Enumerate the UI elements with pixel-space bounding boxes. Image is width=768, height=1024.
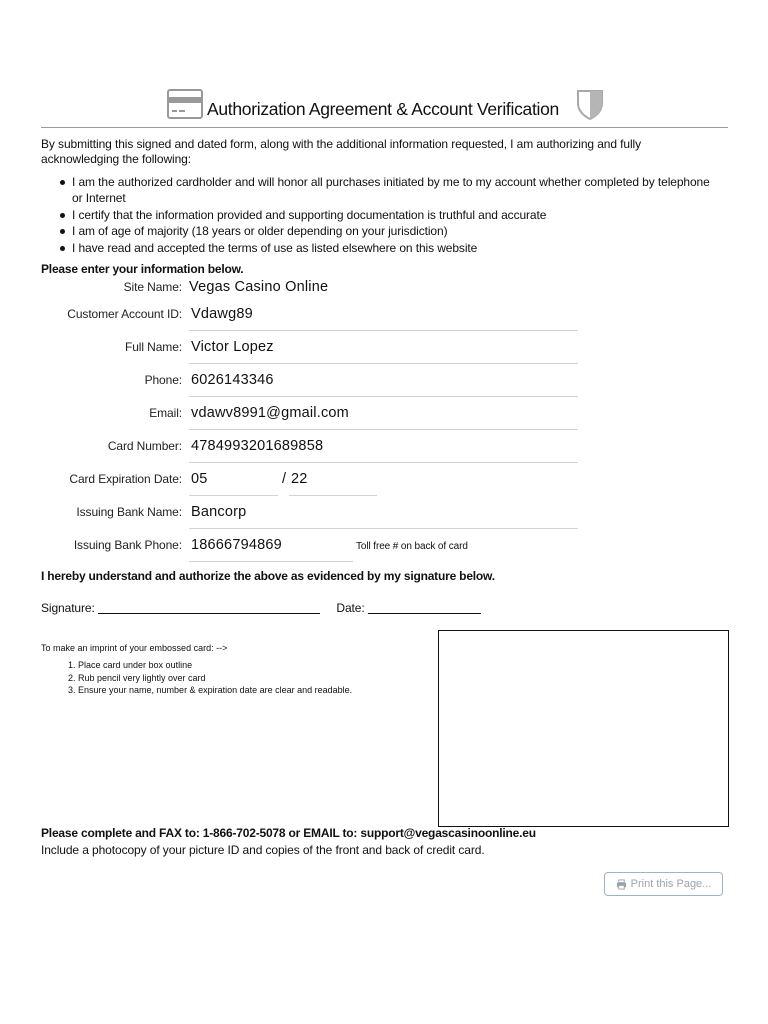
list-item: I have read and accepted the terms of use as listed elsewhere on this website: [72, 240, 722, 256]
phone-label: Phone:: [144, 373, 182, 387]
card-imprint-box: [438, 630, 729, 827]
bank-name-input[interactable]: Bancorp: [191, 504, 247, 520]
bank-name-row: [0, 505, 768, 535]
please-enter-heading: Please enter your information below.: [41, 262, 244, 276]
imprint-instructions-intro: To make an imprint of your embossed card: -->: [41, 643, 228, 653]
photocopy-instructions: Include a photocopy of your picture ID and copies of the front and back of credit card.: [41, 843, 485, 857]
print-page-button[interactable]: [604, 872, 723, 896]
full-name-input[interactable]: Victor Lopez: [191, 339, 274, 355]
print-button-label: Print this Page...: [630, 878, 712, 890]
site-name-value: Vegas Casino Online: [189, 279, 329, 295]
shield-icon: [576, 89, 604, 121]
imprint-steps: [68, 659, 352, 697]
bank-name-label: Issuing Bank Name:: [76, 505, 182, 519]
phone-row: [0, 373, 768, 403]
acknowledgement-list: [72, 174, 722, 256]
authorization-statement: I hereby understand and authorize the above as evidenced by my signature below.: [41, 569, 495, 583]
list-item: 3. Ensure your name, number & expiration date are clear and readable.: [68, 685, 353, 695]
email-input[interactable]: vdawv8991@gmail.com: [191, 405, 349, 421]
page-header: [41, 88, 728, 128]
card-number-input[interactable]: 4784993201689858: [191, 438, 324, 454]
account-id-input[interactable]: Vdawg89: [191, 306, 253, 322]
page-title: Authorization Agreement & Account Verification: [207, 99, 559, 119]
email-row: [0, 406, 768, 436]
signature-field[interactable]: [98, 602, 320, 614]
expiration-separator: /: [282, 471, 287, 487]
bank-phone-label: Issuing Bank Phone:: [73, 538, 182, 552]
list-item: I am the authorized cardholder and will honor all purchases initiated by me to my account whether completed by telephone or Internet: [72, 174, 722, 207]
account-id-row: [0, 307, 768, 337]
date-field[interactable]: [368, 602, 481, 614]
intro-text: By submitting this signed and dated form, along with the additional information requested, I am authorizing and fully acknowledging the following:: [41, 137, 641, 166]
site-name-row: [0, 280, 768, 310]
printer-icon: [616, 879, 627, 890]
date-label: Date:: [336, 601, 365, 615]
expiration-month-input[interactable]: 05: [191, 471, 208, 487]
list-item: 2. Rub pencil very lightly over card: [68, 672, 206, 683]
expiration-year-input[interactable]: 22: [291, 471, 308, 487]
list-item: I certify that the information provided and supporting documentation is truthful and accurate: [72, 207, 722, 223]
site-name-label: Site Name:: [123, 280, 182, 294]
signature-line: [41, 601, 481, 615]
signature-label: Signature:: [41, 601, 95, 615]
expiration-row: [0, 472, 768, 502]
credit-card-icon: [167, 89, 203, 119]
full-name-label: Full Name:: [124, 340, 182, 354]
email-label: Email:: [149, 406, 182, 420]
bank-phone-input[interactable]: 18666794869: [191, 537, 282, 553]
expiration-label: Card Expiration Date:: [69, 472, 182, 486]
list-item: 1. Place card under box outline: [68, 660, 193, 670]
phone-input[interactable]: 6026143346: [191, 372, 274, 388]
card-number-row: [0, 439, 768, 469]
card-number-label: Card Number:: [107, 439, 182, 453]
fax-email-instructions: Please complete and FAX to: 1-866-702-5078 or EMAIL to: support@vegascasinoonline.eu: [41, 826, 536, 840]
list-item: I am of age of majority (18 years or older depending on your jurisdiction): [72, 223, 722, 239]
account-id-label: Customer Account ID:: [67, 307, 182, 321]
full-name-row: [0, 340, 768, 370]
toll-free-note: Toll free # on back of card: [356, 541, 468, 552]
